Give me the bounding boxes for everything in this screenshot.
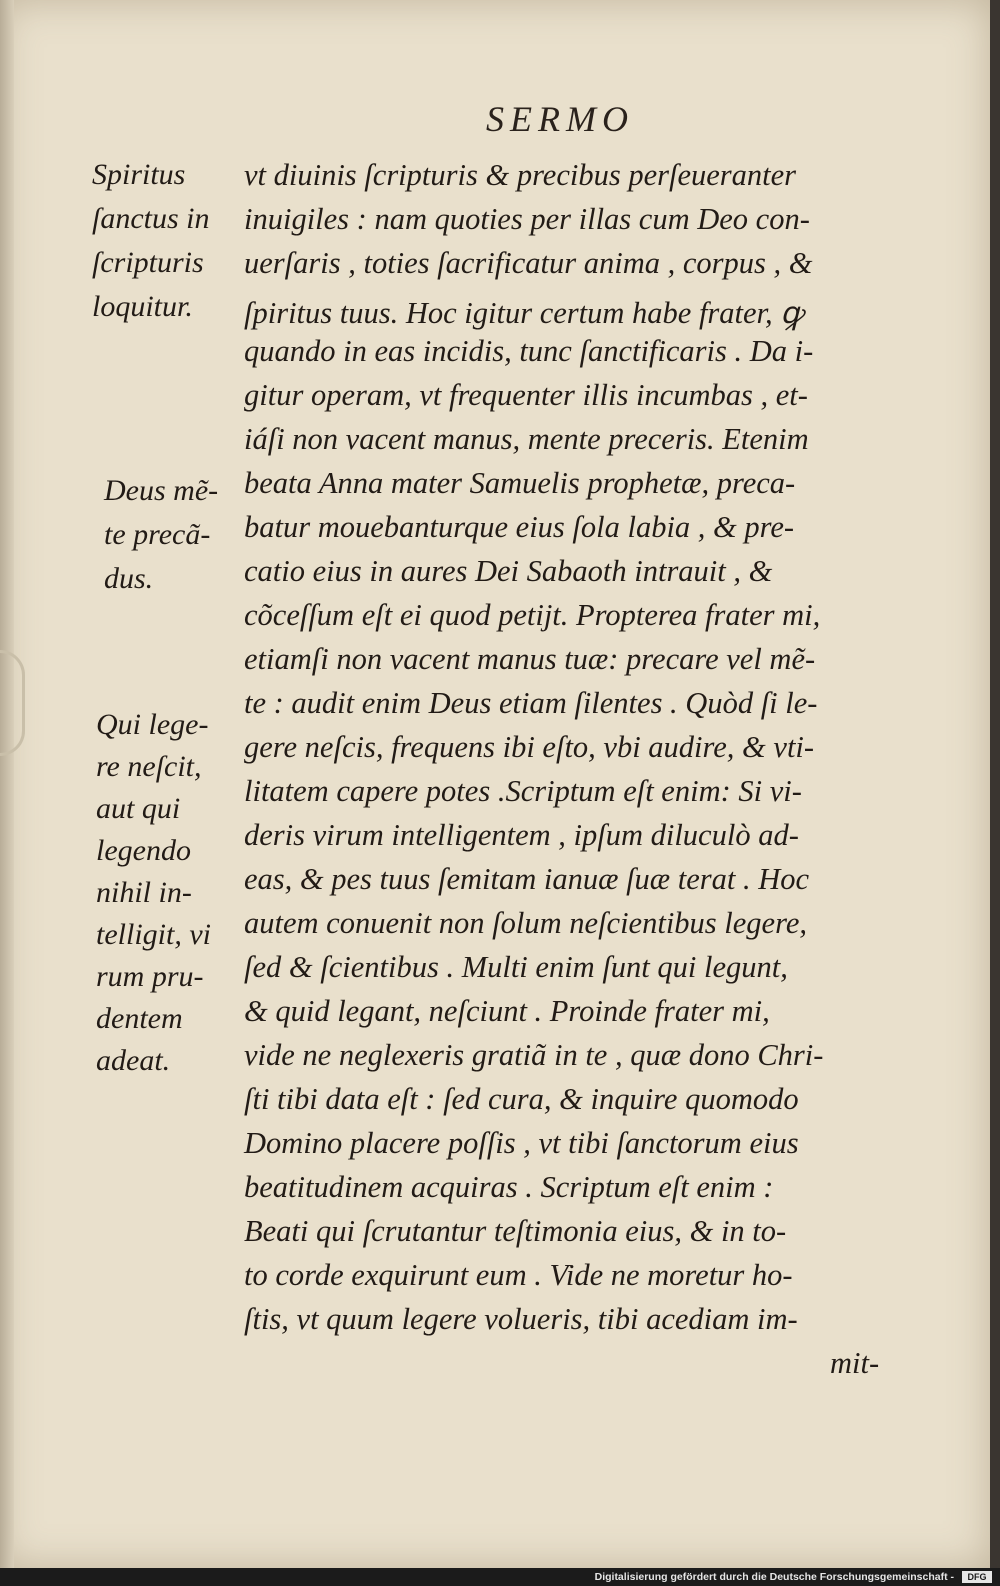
body-line: to corde exquirunt eum . Vide ne moretur ho- <box>244 1258 793 1292</box>
page-binding-edge <box>0 0 14 1568</box>
body-line: catio eius in aures Dei Sabaoth intrauit , & <box>244 554 773 588</box>
body-line: ſti tibi data eſt : ſed cura, & inquire quomodo <box>244 1082 799 1116</box>
margin-note-1-line: ſcripturis <box>92 246 204 279</box>
body-line: uerſaris , toties ſacrificatur anima , corpus , & <box>244 246 813 280</box>
body-line: deris virum intelligentem , ipſum diluculò ad- <box>244 818 799 852</box>
body-line: ſtis, vt quum legere volueris, tibi acediam im- <box>244 1302 798 1336</box>
body-line: litatem capere potes .Scriptum eſt enim: Si vi- <box>244 774 802 808</box>
catchword: mit- <box>830 1346 880 1380</box>
margin-note-1-line: ſanctus in <box>92 202 210 235</box>
book-clasp <box>0 650 25 756</box>
body-line: vide ne neglexeris gratiã in te , quæ dono Chri- <box>244 1038 824 1072</box>
body-line: gitur operam, vt frequenter illis incumbas , et- <box>244 378 808 412</box>
body-line: gere neſcis, frequens ibi eſto, vbi audire, & vti- <box>244 730 815 764</box>
body-line: etiamſi non vacent manus tuæ: precare vel mẽ- <box>244 642 816 676</box>
running-header: SERMO <box>486 99 634 139</box>
margin-note-2-line: Deus mẽ- <box>104 474 219 507</box>
margin-note-3-line: legendo <box>96 834 191 867</box>
margin-note-1-line: Spiritus <box>92 158 186 191</box>
body-line: autem conuenit non ſolum neſcientibus legere, <box>244 906 807 940</box>
body-line: ſpiritus tuus. Hoc igitur certum habe frater, ꝙ <box>244 296 804 330</box>
dfg-logo: DFG <box>962 1571 992 1583</box>
body-line: vt diuinis ſcripturis & precibus perſeueranter <box>244 158 797 192</box>
margin-note-3-line: rum pru- <box>96 960 204 993</box>
body-line: inuigiles : nam quoties per illas cum Deo con- <box>244 202 810 236</box>
margin-note-3-line: nihil in- <box>96 876 192 909</box>
margin-note-3-line: adeat. <box>96 1044 171 1077</box>
body-line: & quid legant, neſciunt . Proinde frater mi, <box>244 994 770 1028</box>
body-line: te : audit enim Deus etiam ſilentes . Quòd ſi le- <box>244 686 818 720</box>
body-line: beatitudinem acquiras . Scriptum eſt enim : <box>244 1170 774 1204</box>
margin-note-1-line: loquitur. <box>92 290 193 323</box>
margin-note-3-line: re neſcit, <box>96 750 202 783</box>
body-line: beata Anna mater Samuelis prophetæ, preca- <box>244 466 796 500</box>
margin-note-3-line: Qui lege- <box>96 708 209 741</box>
body-line: cõceſſum eſt ei quod petijt. Propterea frater mi, <box>244 598 821 632</box>
body-line: quando in eas incidis, tunc ſanctificaris . Da i- <box>244 334 814 368</box>
body-line: iáſi non vacent manus, mente preceris. Etenim <box>244 422 809 456</box>
margin-note-3-line: dentem <box>96 1002 183 1035</box>
body-line: batur mouebanturque eius ſola labia , & pre- <box>244 510 795 544</box>
body-line: ſed & ſcientibus . Multi enim ſunt qui legunt, <box>244 950 788 984</box>
margin-note-2-line: te precã- <box>104 518 211 551</box>
footer-credit: Digitalisierung gefördert durch die Deutsche Forschungsgemeinschaft - <box>594 1571 954 1583</box>
margin-note-2-line: dus. <box>104 562 154 595</box>
margin-note-3-line: telligit, vi <box>96 918 211 951</box>
body-line: Domino placere poſſis , vt tibi ſanctorum eius <box>244 1126 799 1160</box>
margin-note-3-line: aut qui <box>96 792 181 825</box>
body-line: eas, & pes tuus ſemitam ianuæ ſuæ terat . Hoc <box>244 862 810 896</box>
body-line: Beati qui ſcrutantur teſtimonia eius, & in to- <box>244 1214 787 1248</box>
